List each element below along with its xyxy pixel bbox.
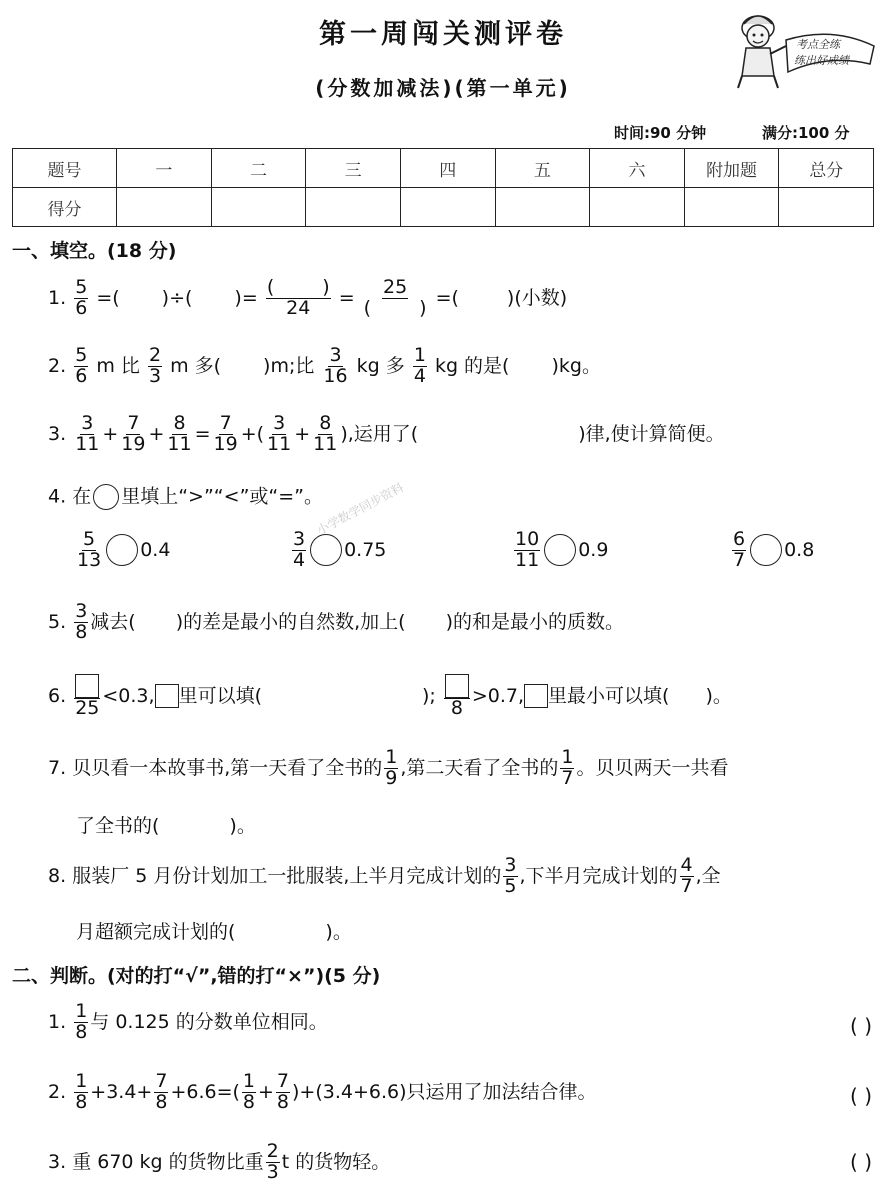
compare-circle[interactable]: [750, 534, 782, 566]
numerator[interactable]: [444, 674, 470, 699]
text: >0.7,: [471, 684, 525, 707]
fraction: [266, 414, 292, 455]
text: );: [421, 684, 436, 707]
fraction: [266, 1142, 280, 1183]
question-1-8: [48, 856, 721, 897]
question-2-2: [48, 1072, 597, 1113]
denominator: 7: [561, 766, 574, 789]
denominator: 24: [286, 296, 311, 319]
text: kg 的是(: [434, 354, 510, 377]
table-cell: 五: [495, 149, 590, 188]
question-1-6: [48, 674, 732, 719]
denominator: 19: [121, 432, 146, 455]
question-number: 8.: [48, 864, 67, 887]
text: =(: [96, 286, 120, 309]
fraction: [732, 530, 746, 571]
fraction: [680, 856, 694, 897]
fraction: [363, 278, 428, 319]
numerator[interactable]: [74, 674, 100, 699]
fraction: [413, 346, 427, 387]
denominator: 8: [75, 1020, 88, 1043]
denominator: 11: [167, 432, 192, 455]
numerator: 1: [75, 1070, 88, 1092]
denominator: 4: [413, 364, 426, 387]
mascot-icon: [728, 6, 878, 92]
text: )律,使计算简便。: [578, 422, 725, 445]
numerator[interactable]: [266, 278, 331, 299]
table-cell: 六: [590, 149, 685, 188]
text: t 的货物轻。: [281, 1150, 391, 1173]
numerator: 8: [173, 412, 186, 434]
numerator: 6: [733, 528, 746, 550]
paren: ): [419, 296, 427, 319]
square-icon: [155, 684, 179, 708]
denominator: 11: [515, 548, 540, 571]
denominator: 8: [242, 1090, 255, 1113]
denominator: 11: [313, 432, 338, 455]
text: ),运用了(: [340, 422, 419, 445]
denominator: 6: [75, 364, 88, 387]
exam-time: 时间:90 分钟: [614, 124, 707, 142]
text: 在: [72, 485, 92, 508]
compare-item: [74, 530, 170, 571]
fraction: [74, 602, 88, 643]
denominator: 13: [77, 548, 102, 571]
table-cell: 附加题: [684, 149, 779, 188]
text: 减去(: [90, 610, 136, 633]
numerator: 3: [81, 412, 94, 434]
fraction: [514, 530, 540, 571]
table-row: [13, 188, 874, 227]
text: +: [258, 1080, 274, 1103]
numerator: 3: [273, 412, 286, 434]
denominator: 4: [293, 548, 306, 571]
mascot-slogan-1: 考点全练: [796, 38, 840, 51]
numerator: 3: [75, 600, 88, 622]
numerator: 7: [127, 412, 140, 434]
numerator: 1: [385, 746, 398, 768]
circle-icon: [93, 484, 119, 510]
fraction: [444, 674, 470, 719]
numerator: 25: [383, 276, 408, 298]
score-input-cell[interactable]: [779, 188, 874, 227]
numerator: 1: [242, 1070, 255, 1092]
numerator: 5: [75, 344, 88, 366]
fraction: [74, 278, 88, 319]
fraction: [74, 674, 100, 719]
text: 0.8: [784, 538, 815, 561]
question-2-1: [48, 1002, 328, 1043]
compare-circle[interactable]: [544, 534, 576, 566]
text: )=: [234, 286, 258, 309]
text: )的差是最小的自然数,加上(: [175, 610, 406, 633]
text: 里填上“>”“<”或“=”。: [121, 485, 324, 508]
operator: =: [194, 422, 211, 445]
fraction: [503, 856, 517, 897]
text: ,下半月完成计划的: [519, 864, 678, 887]
denominator: 8: [75, 620, 88, 643]
numerator: 10: [515, 528, 540, 550]
question-number: 2.: [48, 354, 67, 377]
text: )。: [229, 815, 256, 837]
fraction: [74, 1002, 88, 1043]
fraction: [276, 1072, 290, 1113]
text: 了全书的(: [76, 815, 160, 837]
score-input-cell[interactable]: [117, 188, 212, 227]
text: 重 670 kg 的货物比重: [72, 1150, 264, 1173]
text: 里最小可以填(: [548, 684, 670, 707]
numerator: 2: [148, 344, 162, 366]
question-1-7-cont: [76, 814, 256, 838]
question-number: 3.: [48, 422, 67, 445]
numerator: 8: [319, 412, 332, 434]
compare-circle[interactable]: [106, 534, 138, 566]
fraction: [76, 530, 102, 571]
question-number: 7.: [48, 756, 67, 779]
question-number: 6.: [48, 684, 67, 707]
denominator: 9: [385, 766, 398, 789]
numerator: 3: [329, 344, 342, 366]
fraction: [213, 414, 239, 455]
score-input-cell[interactable]: [590, 188, 685, 227]
text: 里可以填(: [178, 684, 262, 707]
square-box[interactable]: [445, 674, 469, 698]
denominator: 25: [75, 697, 100, 719]
text: )kg。: [551, 354, 601, 377]
question-number: 5.: [48, 610, 67, 633]
text: =(: [435, 286, 459, 309]
fraction: [74, 414, 100, 455]
text: =: [338, 286, 355, 309]
text: 0.75: [344, 538, 387, 561]
text: )(小数): [506, 286, 568, 309]
question-1-5: [48, 602, 624, 643]
text: <0.3,: [102, 684, 155, 707]
fraction: [292, 530, 306, 571]
denominator: 8: [75, 1090, 88, 1113]
text: )。: [325, 921, 352, 943]
question-number: 1.: [48, 286, 67, 309]
denominator: 8: [276, 1090, 290, 1113]
question-1-3: [48, 414, 725, 455]
answer-parentheses[interactable]: ( ): [850, 1084, 872, 1108]
numerator: 5: [75, 276, 88, 298]
table-cell: 得分: [13, 188, 117, 227]
numerator: 3: [293, 528, 306, 550]
denominator: 3: [266, 1160, 279, 1183]
text: )+(3.4+6.6)只运用了加法结合律。: [292, 1080, 597, 1103]
page-title: 第一周闯关测评卷: [319, 19, 567, 50]
question-number: 3.: [48, 1150, 67, 1173]
text: 与 0.125 的分数单位相同。: [90, 1010, 328, 1033]
fraction: [74, 1072, 88, 1113]
fraction: [166, 414, 192, 455]
text: 月超额完成计划的(: [76, 921, 236, 943]
paren: (: [363, 296, 372, 319]
denominator: 19: [213, 432, 238, 455]
denominator: 7: [680, 874, 693, 897]
denominator: 11: [267, 432, 292, 455]
operator: +: [294, 422, 311, 445]
text: m 多(: [170, 354, 222, 377]
text: )。: [705, 684, 732, 707]
fraction: [74, 346, 88, 387]
score-input-cell[interactable]: [306, 188, 401, 227]
fraction: [322, 346, 348, 387]
paren: ): [322, 276, 330, 298]
text: 0.4: [140, 538, 171, 561]
fraction: [266, 278, 331, 319]
compare-item: [730, 530, 814, 571]
table-cell: 题号: [13, 149, 117, 188]
question-1-4: [48, 484, 323, 510]
score-input-cell[interactable]: [211, 188, 306, 227]
mascot-slogan-2: 练出好成绩: [794, 54, 849, 67]
compare-circle[interactable]: [310, 534, 342, 566]
fraction: [242, 1072, 256, 1113]
fraction: [154, 1072, 168, 1113]
numerator: 1: [75, 1000, 88, 1022]
text: ,第二天看了全书的: [400, 756, 559, 779]
watermark: 小学数学同步资料: [314, 480, 406, 538]
fraction: [560, 748, 574, 789]
table-cell: 一: [117, 149, 212, 188]
table-cell: 三: [306, 149, 401, 188]
question-number: 1.: [48, 1010, 67, 1033]
text: )的和是最小的质数。: [445, 610, 624, 633]
question-1-8-cont: [76, 920, 352, 944]
numerator: 7: [276, 1070, 290, 1092]
text: kg 多: [356, 354, 405, 377]
numerator: 4: [680, 854, 693, 876]
denominator: 7: [733, 548, 746, 571]
score-input-cell[interactable]: [684, 188, 779, 227]
section-2-title: 二、判断。(对的打“√”,错的打“×”)(5 分): [12, 965, 381, 987]
text: 服装厂 5 月份计划加工一批服装,上半月完成计划的: [72, 864, 502, 887]
score-table: [12, 148, 874, 227]
numerator: 7: [219, 412, 232, 434]
question-2-3: [48, 1142, 390, 1183]
denominator: 11: [75, 432, 100, 455]
numerator: 3: [504, 854, 517, 876]
square-box[interactable]: [75, 674, 99, 698]
denominator: 8: [450, 697, 463, 719]
operator: +(: [240, 422, 265, 445]
denominator: 3: [148, 364, 162, 387]
score-input-cell[interactable]: [495, 188, 590, 227]
text: +3.4+: [90, 1080, 153, 1103]
square-icon: [524, 684, 548, 708]
denominator: 5: [504, 874, 517, 897]
full-score: 满分:100 分: [762, 124, 850, 142]
table-cell: 二: [211, 149, 306, 188]
numerator: 5: [83, 528, 96, 550]
numerator: 7: [155, 1070, 168, 1092]
denominator: 8: [155, 1090, 168, 1113]
page-subtitle: (分数加减法)(第一单元): [315, 76, 571, 100]
section-1-title: 一、填空。(18 分): [12, 240, 177, 262]
fraction: [148, 346, 162, 387]
numerator: 2: [266, 1140, 279, 1162]
mascot-illustration: [728, 6, 878, 92]
text: m 比: [96, 354, 140, 377]
text: 0.9: [578, 538, 609, 561]
fraction: [384, 748, 398, 789]
table-row: [13, 149, 874, 188]
answer-parentheses[interactable]: ( ): [850, 1150, 872, 1174]
paren: (: [266, 276, 275, 298]
question-1-2: [48, 346, 601, 387]
fraction: [312, 414, 338, 455]
question-number: 4.: [48, 485, 67, 508]
text: ,全: [695, 864, 721, 887]
numerator: 1: [561, 746, 574, 768]
denominator: 6: [75, 296, 88, 319]
denominator[interactable]: [363, 296, 428, 319]
question-1-7: [48, 748, 728, 789]
question-number: 2.: [48, 1080, 67, 1103]
numerator: 1: [413, 344, 426, 366]
text: 贝贝看一本故事书,第一天看了全书的: [72, 756, 383, 779]
fraction: [120, 414, 146, 455]
table-cell: 总分: [779, 149, 874, 188]
question-1-1: [48, 278, 567, 319]
text: 。贝贝两天一共看: [576, 756, 729, 779]
table-cell: 四: [400, 149, 495, 188]
compare-item: [512, 530, 608, 571]
operator: +: [148, 422, 165, 445]
operator: +: [102, 422, 119, 445]
text: +6.6=(: [170, 1080, 240, 1103]
score-input-cell[interactable]: [400, 188, 495, 227]
text: )÷(: [161, 286, 193, 309]
text: )m;比: [263, 354, 315, 377]
answer-parentheses[interactable]: ( ): [850, 1014, 872, 1038]
compare-item: [290, 530, 386, 571]
denominator: 16: [323, 364, 348, 387]
